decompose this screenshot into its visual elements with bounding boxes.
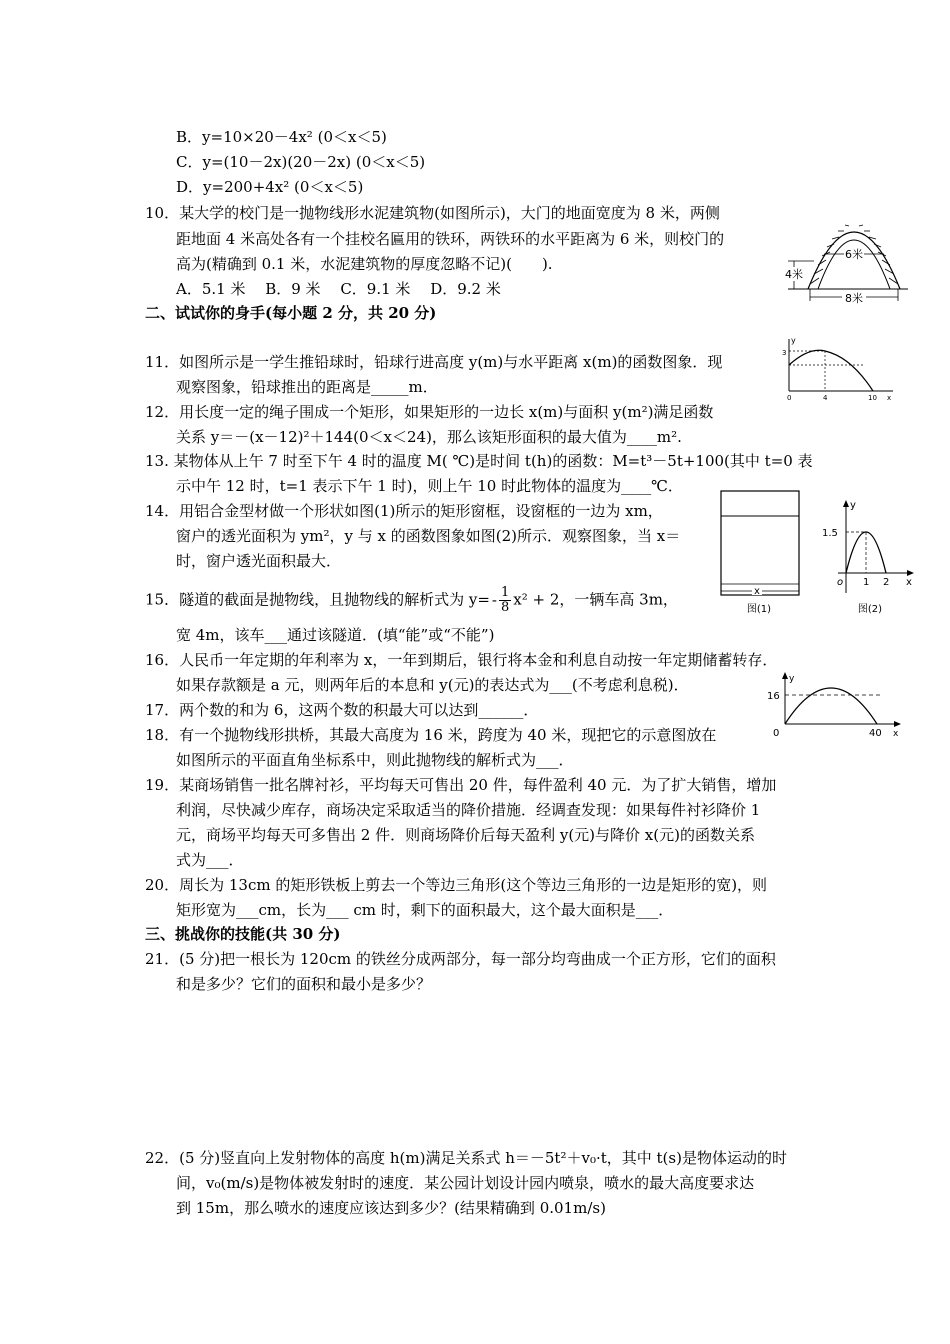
window-origin: o [837,577,844,588]
shotput-figure [781,333,901,403]
question-21-line2: 和是多少？它们的面积和最小是多少？ [176,975,432,993]
bridge-tick-16: 16 [767,691,780,702]
question-15-line2: 宽 4m，该车___通过该隧道．(填“能”或“不能”) [176,626,495,644]
bridge-tick-40: 40 [869,728,882,739]
question-15-text-end: x² + 2，一辆车高 3m， [513,590,678,609]
gate-height-label: 4米 [785,268,803,281]
question-14-line1: 14．用铝合金型材做一个形状如图(1)所示的矩形窗框，设窗框的一边为 xm， [145,502,663,520]
shotput-x-label: x [887,394,892,402]
bridge-y-label: y [789,674,795,684]
question-19-line4: 式为___． [176,851,244,869]
option-9d: D．y=200+4x² (0＜x＜5) [176,178,364,196]
question-13-line1: 13. 某物体从上午 7 时至下午 4 时的温度 M( ℃)是时间 t(h)的函数：M=t³－5t+100(其中 t=0 表 [145,452,813,470]
window-frame-figure [716,488,806,618]
question-19-line3: 元，商场平均每天可多售出 2 件．则商场降价后每天盈利 y(元)与降价 x(元)的函数关系 [176,826,755,844]
question-22-line2: 间，v₀(m/s)是物体被发射时的速度．某公园计划设计园内喷泉，喷水的最大高度要求达 [176,1174,755,1192]
question-22-line3: 到 15m，那么喷水的速度应该达到多少？(结果精确到 0.01m/s) [176,1199,606,1217]
question-18-line2: 如图所示的平面直角坐标系中，则此抛物线的解析式为___． [176,751,574,769]
bridge-figure [765,670,905,742]
question-11-line2: 观察图象，铅球推出的距离是_____m． [176,378,438,396]
question-10-line3: 高为(精确到 0.1 米，水泥建筑物的厚度忽略不记)( ). [176,255,553,273]
fraction-one-eighth: $\frac{1}{8}$ [500,585,510,615]
shotput-origin: 0 [787,394,792,402]
question-19-line2: 利润，尽快减少库存，商场决定采取适当的降价措施．经调查发现：如果每件衬衫降价 1 [176,801,761,819]
section-3-heading: 三、挑战你的技能(共 30 分) [145,925,341,943]
window-area-graph [820,498,918,618]
bridge-origin: 0 [773,728,780,739]
window-x-label: x [906,577,912,588]
shotput-tick-4: 4 [823,394,828,402]
question-11-line1: 11．如图所示是一学生推铅球时，铅球行进高度 y(m)与水平距离 x(m)的函数图象．现 [145,353,723,371]
window-side-x: x [754,586,760,597]
question-22-line1: 22．(5 分)竖直向上发射物体的高度 h(m)满足关系式 h＝－5t²＋v₀·t，其中 t(s)是物体运动的时 [145,1149,787,1167]
question-21-line1: 21．(5 分)把一根长为 120cm 的铁丝分成两部分，每一部分均弯曲成一个正方形，它们的面积 [145,950,776,968]
question-15-line1: 15．隧道的截面是抛物线，且抛物线的解析式为 y= - $\frac{1}{8}$ x² + 2，一辆车高 3m， [145,585,678,615]
question-10-line1: 10．某大学的校门是一抛物线形水泥建筑物(如图所示)，大门的地面宽度为 8 米，两侧 [145,204,720,222]
section-2-heading: 二、试试你的身手(每小题 2 分，共 20 分) [145,304,437,322]
gate-base-label: 8米 [845,292,863,305]
question-20-line2: 矩形宽为___cm，长为___ cm 时，剩下的面积最大，这个最大面积是___． [176,901,674,919]
question-14-line3: 时，窗户透光面积最大． [176,552,342,570]
window-tick-2: 2 [883,577,890,588]
question-16-line2: 如果存款额是 a 元，则两年后的本息和 y(元)的表达式为___(不考虑利息税)． [176,676,689,694]
question-15-text: 15．隧道的截面是抛物线，且抛物线的解析式为 y= [145,590,490,609]
gate-figure [784,205,914,310]
option-9c: C．y=(10－2x)(20－2x) (0＜x＜5) [176,153,426,171]
question-18-line1: 18．有一个抛物线形拱桥，其最大高度为 16 米，跨度为 40 米，现把它的示意图放在 [145,726,717,744]
question-20-line1: 20．周长为 13cm 的矩形铁板上剪去一个等边三角形(这个等边三角形的一边是矩形的宽)，则 [145,876,768,894]
question-17: 17．两个数的和为 6，这两个数的积最大可以达到______． [145,701,539,719]
figure-2-caption: 图(2) [857,604,883,615]
shotput-tick-3: 3 [782,349,787,357]
question-12-line1: 12．用长度一定的绳子围成一个矩形，如果矩形的一边长 x(m)与面积 y(m²)满足函数 [145,403,714,421]
window-y-label: y [850,500,856,511]
gate-width-label: 6米 [845,248,863,261]
shotput-tick-10: 10 [868,394,877,402]
question-16-line1: 16．人民币一年定期的年利率为 x，一年到期后，银行将本金和利息自动按一年定期储蓄转存． [145,651,778,669]
bridge-x-label: x [893,729,899,739]
question-13-line2: 示中午 12 时，t=1 表示下午 1 时)，则上午 10 时此物体的温度为____℃． [176,477,683,495]
figure-1-caption: 图(1) [746,604,772,615]
question-12-line2: 关系 y＝－(x－12)²＋144(0＜x＜24)，那么该矩形面积的最大值为____m². [176,428,682,446]
shotput-y-label: y [791,336,796,345]
window-tick-1: 1 [863,577,870,588]
question-10-options: A．5.1 米 B．9 米 C．9.1 米 D．9.2 米 [176,280,501,298]
question-19-line1: 19．某商场销售一批名牌衬衫，平均每天可售出 20 件，每件盈利 40 元．为了扩大销售，增加 [145,776,777,794]
question-10-line2: 距地面 4 米高处各有一个挂校名匾用的铁环，两铁环的水平距离为 6 米，则校门的 [176,230,725,248]
window-tick-1-5: 1.5 [822,528,838,539]
question-14-line2: 窗户的透光面积为 ym²，y 与 x 的函数图象如图(2)所示．观察图象，当 x＝ [176,527,681,545]
option-9b: B．y=10×20－4x² (0＜x＜5) [176,128,387,146]
